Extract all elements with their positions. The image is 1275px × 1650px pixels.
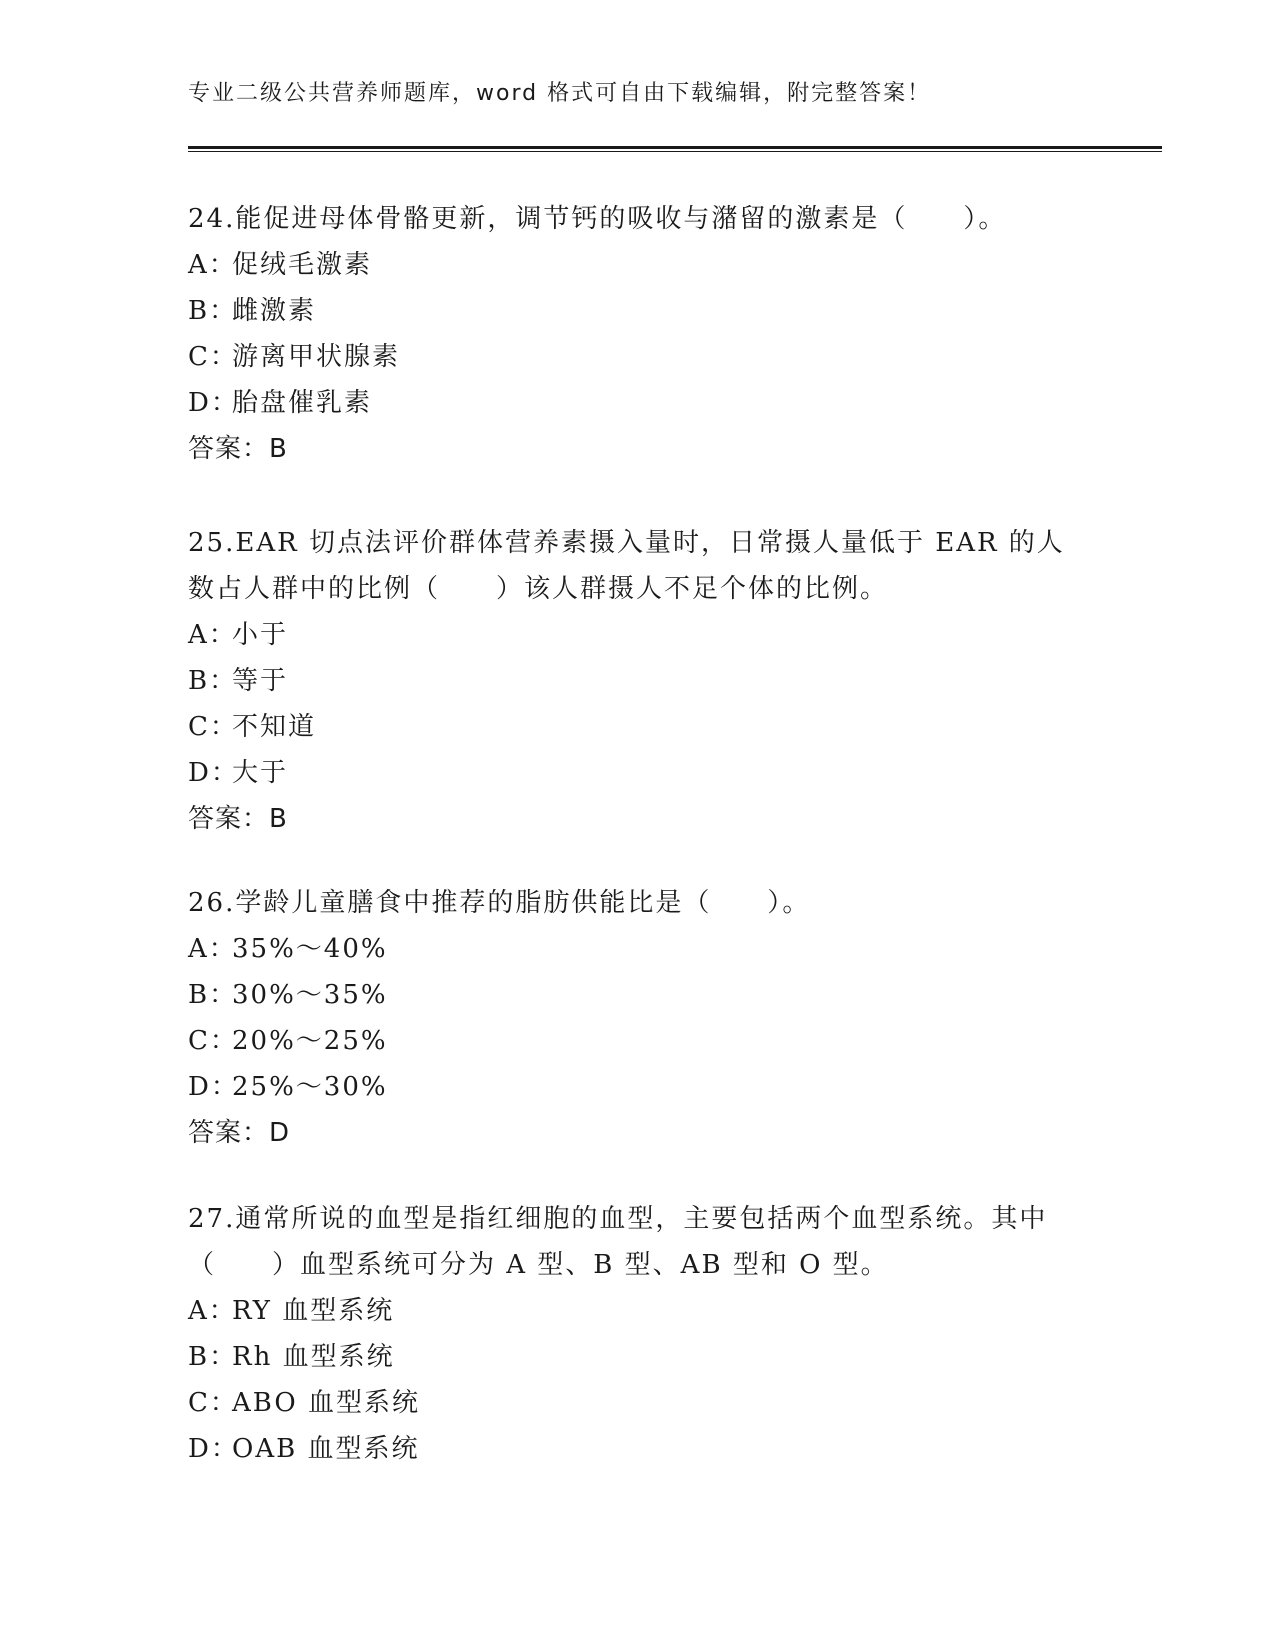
question-text: 27.通常所说的血型是指红细胞的血型，主要包括两个血型系统。其中（ ）血型系统可分为 A 型、B 型、AB 型和 O 型。 [188, 1204, 1048, 1280]
option-text: 不知道 [232, 712, 317, 742]
option-text: 促绒毛激素 [232, 250, 373, 280]
option-text: 胎盘催乳素 [232, 388, 373, 418]
option-b [188, 1334, 1088, 1380]
option-key: C： [188, 1026, 238, 1056]
option-c [188, 1018, 1088, 1064]
option-text: 20%～25% [232, 1026, 388, 1056]
option-text: 25%～30% [232, 1072, 388, 1102]
option-key: D： [188, 1072, 239, 1102]
option-text: 小于 [232, 620, 289, 650]
option-key: C： [188, 1388, 238, 1418]
question-27 [188, 1196, 1088, 1472]
header-rule-thick [188, 146, 1162, 149]
option-key: D： [188, 388, 239, 418]
option-text: RY 血型系统 [232, 1296, 395, 1326]
option-key: B： [188, 1342, 238, 1372]
option-c [188, 334, 1088, 380]
question-text: 25.EAR 切点法评价群体营养素摄入量时，日常摄人量低于 EAR 的人数占人群中的比例（ ）该人群摄人不足个体的比例。 [188, 528, 1065, 604]
answer: 答案：B [188, 804, 288, 834]
option-key: A： [188, 250, 237, 280]
option-key: A： [188, 620, 237, 650]
option-c [188, 704, 1088, 750]
option-text: Rh 血型系统 [232, 1342, 395, 1372]
question-25 [188, 520, 1088, 842]
option-key: B： [188, 666, 238, 696]
option-a [188, 1288, 1088, 1334]
option-text: 游离甲状腺素 [232, 342, 401, 372]
question-26 [188, 880, 1088, 1156]
answer: 答案：D [188, 1118, 291, 1148]
header-rule-thin [188, 151, 1162, 152]
option-b [188, 288, 1088, 334]
option-text: 雌激素 [232, 296, 317, 326]
option-c [188, 1380, 1088, 1426]
option-text: 30%～35% [232, 980, 388, 1010]
option-key: C： [188, 712, 238, 742]
option-text: 35%～40% [232, 934, 388, 964]
option-a [188, 242, 1088, 288]
question-text: 24.能促进母体骨骼更新，调节钙的吸收与潴留的激素是（ ）。 [188, 204, 1007, 234]
option-text: 等于 [232, 666, 289, 696]
question-24 [188, 196, 1088, 472]
option-key: D： [188, 758, 239, 788]
option-b [188, 658, 1088, 704]
question-text: 26.学龄儿童膳食中推荐的脂肪供能比是（ ）。 [188, 888, 811, 918]
option-d [188, 750, 1088, 796]
option-b [188, 972, 1088, 1018]
option-d [188, 1426, 1088, 1472]
option-a [188, 926, 1088, 972]
option-key: A： [188, 934, 237, 964]
option-d [188, 380, 1088, 426]
option-key: B： [188, 296, 238, 326]
option-text: OAB 血型系统 [232, 1434, 420, 1464]
page-header: 专业二级公共营养师题库，word 格式可自由下载编辑，附完整答案！ [188, 81, 932, 106]
option-d [188, 1064, 1088, 1110]
option-text: 大于 [232, 758, 289, 788]
answer: 答案：B [188, 434, 288, 464]
option-key: B： [188, 980, 238, 1010]
option-key: A： [188, 1296, 237, 1326]
option-key: D： [188, 1434, 239, 1464]
option-text: ABO 血型系统 [232, 1388, 420, 1418]
option-a [188, 612, 1088, 658]
option-key: C： [188, 342, 238, 372]
